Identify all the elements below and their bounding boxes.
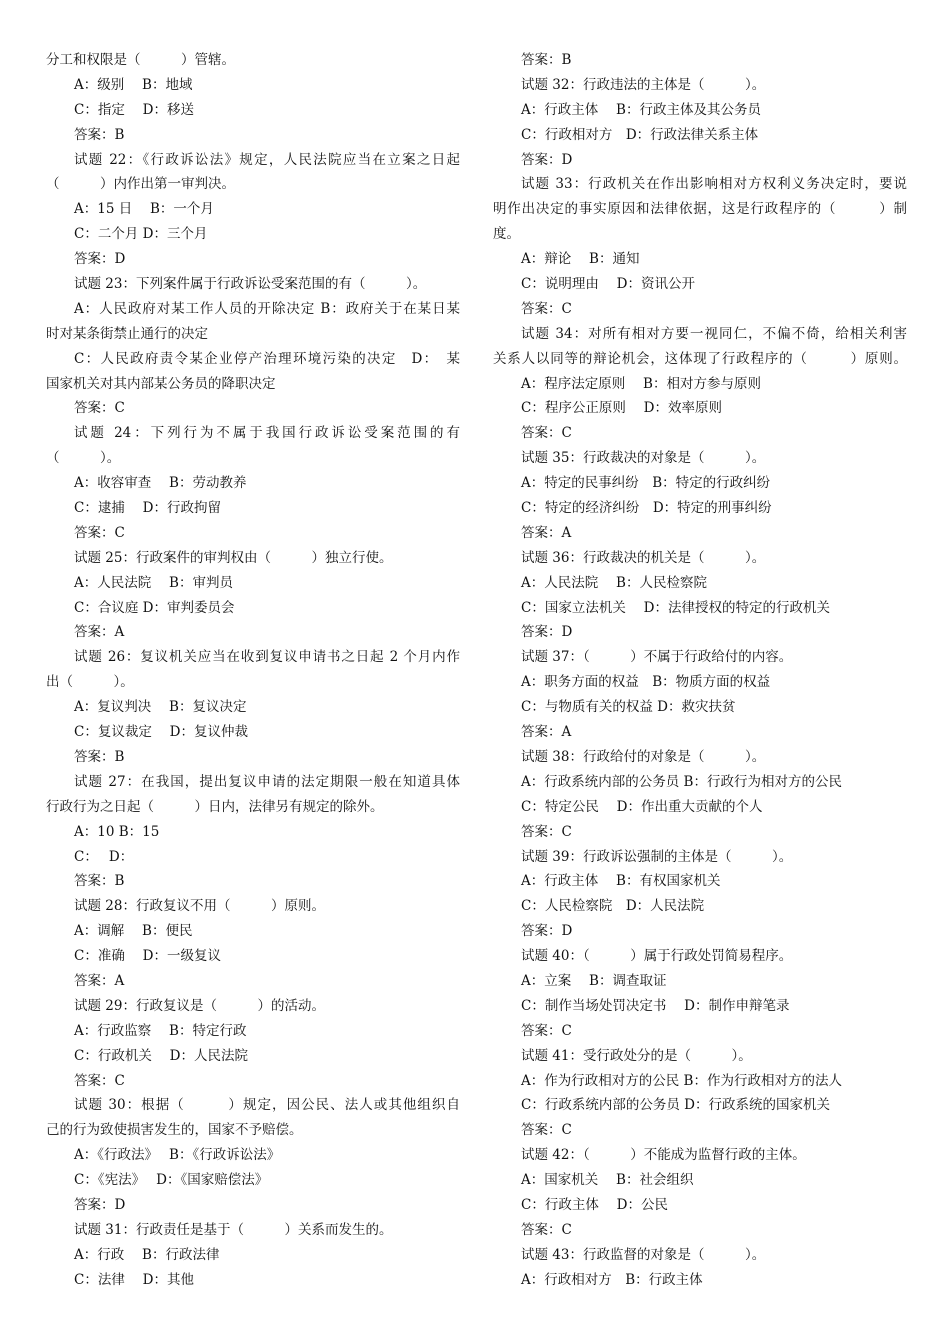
text-line: C： D： bbox=[74, 848, 134, 865]
text-line: A：行政系统内部的公务员 B：行政行为相对方的公民 bbox=[521, 773, 842, 790]
text-line: 试题 37：（ ）不属于行政给付的内容。 bbox=[521, 649, 793, 666]
text-line: 答案：C bbox=[74, 524, 125, 541]
text-line: C：法律 D：其他 bbox=[74, 1271, 194, 1288]
text-line: C：特定公民 D：作出重大贡献的个人 bbox=[521, 798, 763, 815]
text-line: A：10 B：15 bbox=[74, 823, 160, 840]
text-line: A：复议判决 B：复议决定 bbox=[74, 699, 247, 716]
text-line: 试题 35：行政裁决的对象是（ ）。 bbox=[521, 450, 766, 467]
text-line: A：立案 B：调查取证 bbox=[521, 972, 667, 989]
text-line: 试题 28：行政复议不用（ ）原则。 bbox=[74, 898, 325, 915]
text-line: 答案：C bbox=[74, 400, 125, 417]
text-line: 试题 32：行政违法的主体是（ ）。 bbox=[521, 76, 766, 93]
text-line: 答案：C bbox=[521, 300, 572, 317]
text-line: 试题 34：对所有相对方要一视同仁，不偏不倚，给相关利害 bbox=[521, 325, 907, 342]
text-line: 答案：B bbox=[74, 126, 125, 143]
text-line: 答案：C bbox=[521, 1022, 572, 1039]
text-line: 国家机关对其内部某公务员的降职决定 bbox=[46, 375, 276, 392]
text-line: A：程序法定原则 B：相对方参与原则 bbox=[521, 375, 761, 392]
text-line: A：行政 B：行政法律 bbox=[74, 1246, 220, 1263]
text-line: C：行政主体 D：公民 bbox=[521, 1196, 668, 1213]
text-line: 答案：A bbox=[74, 624, 125, 641]
text-line: C：合议庭 D：审判委员会 bbox=[74, 599, 235, 616]
text-line: C：指定 D：移送 bbox=[74, 101, 194, 118]
text-line: 试题 27：在我国，提出复议申请的法定期限一般在知道具体 bbox=[74, 773, 460, 790]
text-line: C：人民检察院 D：人民法院 bbox=[521, 898, 705, 915]
text-line: 试题 22：《行政诉讼法》规定，人民法院应当在立案之日起 bbox=[74, 151, 460, 168]
text-line: 试题 30：根据（ ）规定，因公民、法人或其他组织自 bbox=[74, 1097, 460, 1114]
text-line: 试题 26：复议机关应当在收到复议申请书之日起 2 个月内作 bbox=[74, 649, 460, 666]
text-line: 试题 23：下列案件属于行政诉讼受案范围的有（ ）。 bbox=[74, 276, 427, 293]
text-line: 明作出决定的事实原因和法律依据，这是行政程序的（ ）制 bbox=[493, 201, 907, 218]
text-line: C：国家立法机关 D：法律授权的特定的行政机关 bbox=[521, 599, 830, 616]
text-line: 试题 39：行政诉讼强制的主体是（ ）。 bbox=[521, 848, 793, 865]
text-line: 答案：D bbox=[521, 624, 573, 641]
text-line: 试题 42：（ ）不能成为监督行政的主体。 bbox=[521, 1147, 806, 1164]
text-line: 答案：C bbox=[521, 425, 572, 442]
text-line: A：特定的民事纠纷 B：特定的行政纠纷 bbox=[521, 475, 771, 492]
text-line: A：辩论 B：通知 bbox=[521, 251, 640, 268]
text-line: C：程序公正原则 D：效率原则 bbox=[521, 400, 722, 417]
text-line: C：行政系统内部的公务员 D：行政系统的国家机关 bbox=[521, 1097, 830, 1114]
text-line: C：逮捕 D：行政拘留 bbox=[74, 500, 221, 517]
text-line: 试题 29：行政复议是（ ）的活动。 bbox=[74, 997, 325, 1014]
text-line: A：收容审查 B：劳动教养 bbox=[74, 475, 247, 492]
text-line: A：职务方面的权益 B：物质方面的权益 bbox=[521, 674, 771, 691]
text-line: 答案：C bbox=[74, 1072, 125, 1089]
text-line: A：行政主体 B：行政主体及其公务员 bbox=[521, 101, 761, 118]
text-line: A：《行政法》 B：《行政诉讼法》 bbox=[74, 1147, 281, 1164]
text-line: 行政行为之日起（ ）日内，法律另有规定的除外。 bbox=[46, 798, 384, 815]
text-line: A：作为行政相对方的公民 B：作为行政相对方的法人 bbox=[521, 1072, 842, 1089]
text-line: 答案：B bbox=[74, 873, 125, 890]
text-line: 关系人以同等的辩论机会，这体现了行政程序的（ ）原则。 bbox=[493, 350, 907, 367]
text-line: 试题 38：行政给付的对象是（ ）。 bbox=[521, 748, 766, 765]
text-line: 试题 33：行政机关在作出影响相对方权利义务决定时，要说 bbox=[521, 176, 907, 193]
text-line: 答案：C bbox=[521, 823, 572, 840]
text-line: A：行政主体 B：有权国家机关 bbox=[521, 873, 721, 890]
text-line: 答案：A bbox=[521, 724, 572, 741]
text-line: 试题 36：行政裁决的机关是（ ）。 bbox=[521, 549, 766, 566]
text-line: A：调解 B：便民 bbox=[74, 923, 193, 940]
text-line: A：级别 B：地域 bbox=[74, 76, 193, 93]
text-line: 答案：A bbox=[74, 972, 125, 989]
text-line: 答案：D bbox=[521, 923, 573, 940]
text-line: C：与物质有关的权益 D：救灾扶贫 bbox=[521, 699, 736, 716]
text-line: A：人民政府对某工作人员的开除决定 B：政府关于在某日某 bbox=[74, 300, 460, 317]
text-line: 答案：D bbox=[74, 251, 126, 268]
text-line: A：人民法院 B：人民检察院 bbox=[521, 574, 707, 591]
text-line: A：国家机关 B：社会组织 bbox=[521, 1172, 694, 1189]
text-line: 答案：C bbox=[521, 1122, 572, 1139]
text-line: 试题 31：行政责任是基于（ ）关系而发生的。 bbox=[74, 1221, 393, 1238]
text-line: 时对某条街禁止通行的决定 bbox=[46, 325, 208, 342]
text-line: C：行政相对方 D：行政法律关系主体 bbox=[521, 126, 759, 143]
text-line: 试题 43：行政监督的对象是（ ）。 bbox=[521, 1246, 766, 1263]
text-line: C：《宪法》 D：《国家赔偿法》 bbox=[74, 1172, 269, 1189]
text-line: C：行政机关 D：人民法院 bbox=[74, 1047, 248, 1064]
text-line: A：人民法院 B：审判员 bbox=[74, 574, 233, 591]
text-line: A：行政相对方 B：行政主体 bbox=[521, 1271, 703, 1288]
text-line: C：说明理由 D：资讯公开 bbox=[521, 276, 695, 293]
text-line: 答案：B bbox=[74, 748, 125, 765]
text-line: 己的行为致使损害发生的，国家不予赔偿。 bbox=[46, 1122, 303, 1139]
text-line: C：特定的经济纠纷 D：特定的刑事纠纷 bbox=[521, 500, 772, 517]
left-column bbox=[46, 48, 460, 1293]
text-line: C：二个月 D：三个月 bbox=[74, 226, 208, 243]
text-line: 答案：A bbox=[521, 524, 572, 541]
right-column bbox=[493, 48, 907, 1293]
text-line: C：人民政府责令某企业停产治理环境污染的决定 D： 某 bbox=[74, 350, 460, 367]
text-line: 答案：D bbox=[521, 151, 573, 168]
text-line: 分工和权限是（ ）管辖。 bbox=[46, 52, 235, 68]
text-line: C：制作当场处罚决定书 D：制作申辩笔录 bbox=[521, 997, 790, 1014]
text-line: 度。 bbox=[493, 226, 520, 243]
text-line: 试题 40：（ ）属于行政处罚简易程序。 bbox=[521, 948, 793, 965]
text-line: A：行政监察 B：特定行政 bbox=[74, 1022, 247, 1039]
text-line: C：复议裁定 D：复议仲裁 bbox=[74, 724, 248, 741]
text-line: 出（ ）。 bbox=[46, 674, 134, 691]
text-line: 答案：C bbox=[521, 1221, 572, 1238]
text-line: 答案：D bbox=[74, 1196, 126, 1213]
text-line: 试题 25：行政案件的审判权由（ ）独立行使。 bbox=[74, 549, 393, 566]
text-line: （ ）内作出第一审判决。 bbox=[46, 176, 235, 193]
text-line: 试题 24：下列行为不属于我国行政诉讼受案范围的有 bbox=[74, 425, 460, 442]
text-line: 答案：B bbox=[521, 52, 572, 68]
text-line: （ ）。 bbox=[46, 450, 121, 467]
text-line: 试题 41：受行政处分的是（ ）。 bbox=[521, 1047, 752, 1064]
text-line: C：准确 D：一级复议 bbox=[74, 948, 221, 965]
text-line: A：15 日 B：一个月 bbox=[74, 201, 214, 218]
